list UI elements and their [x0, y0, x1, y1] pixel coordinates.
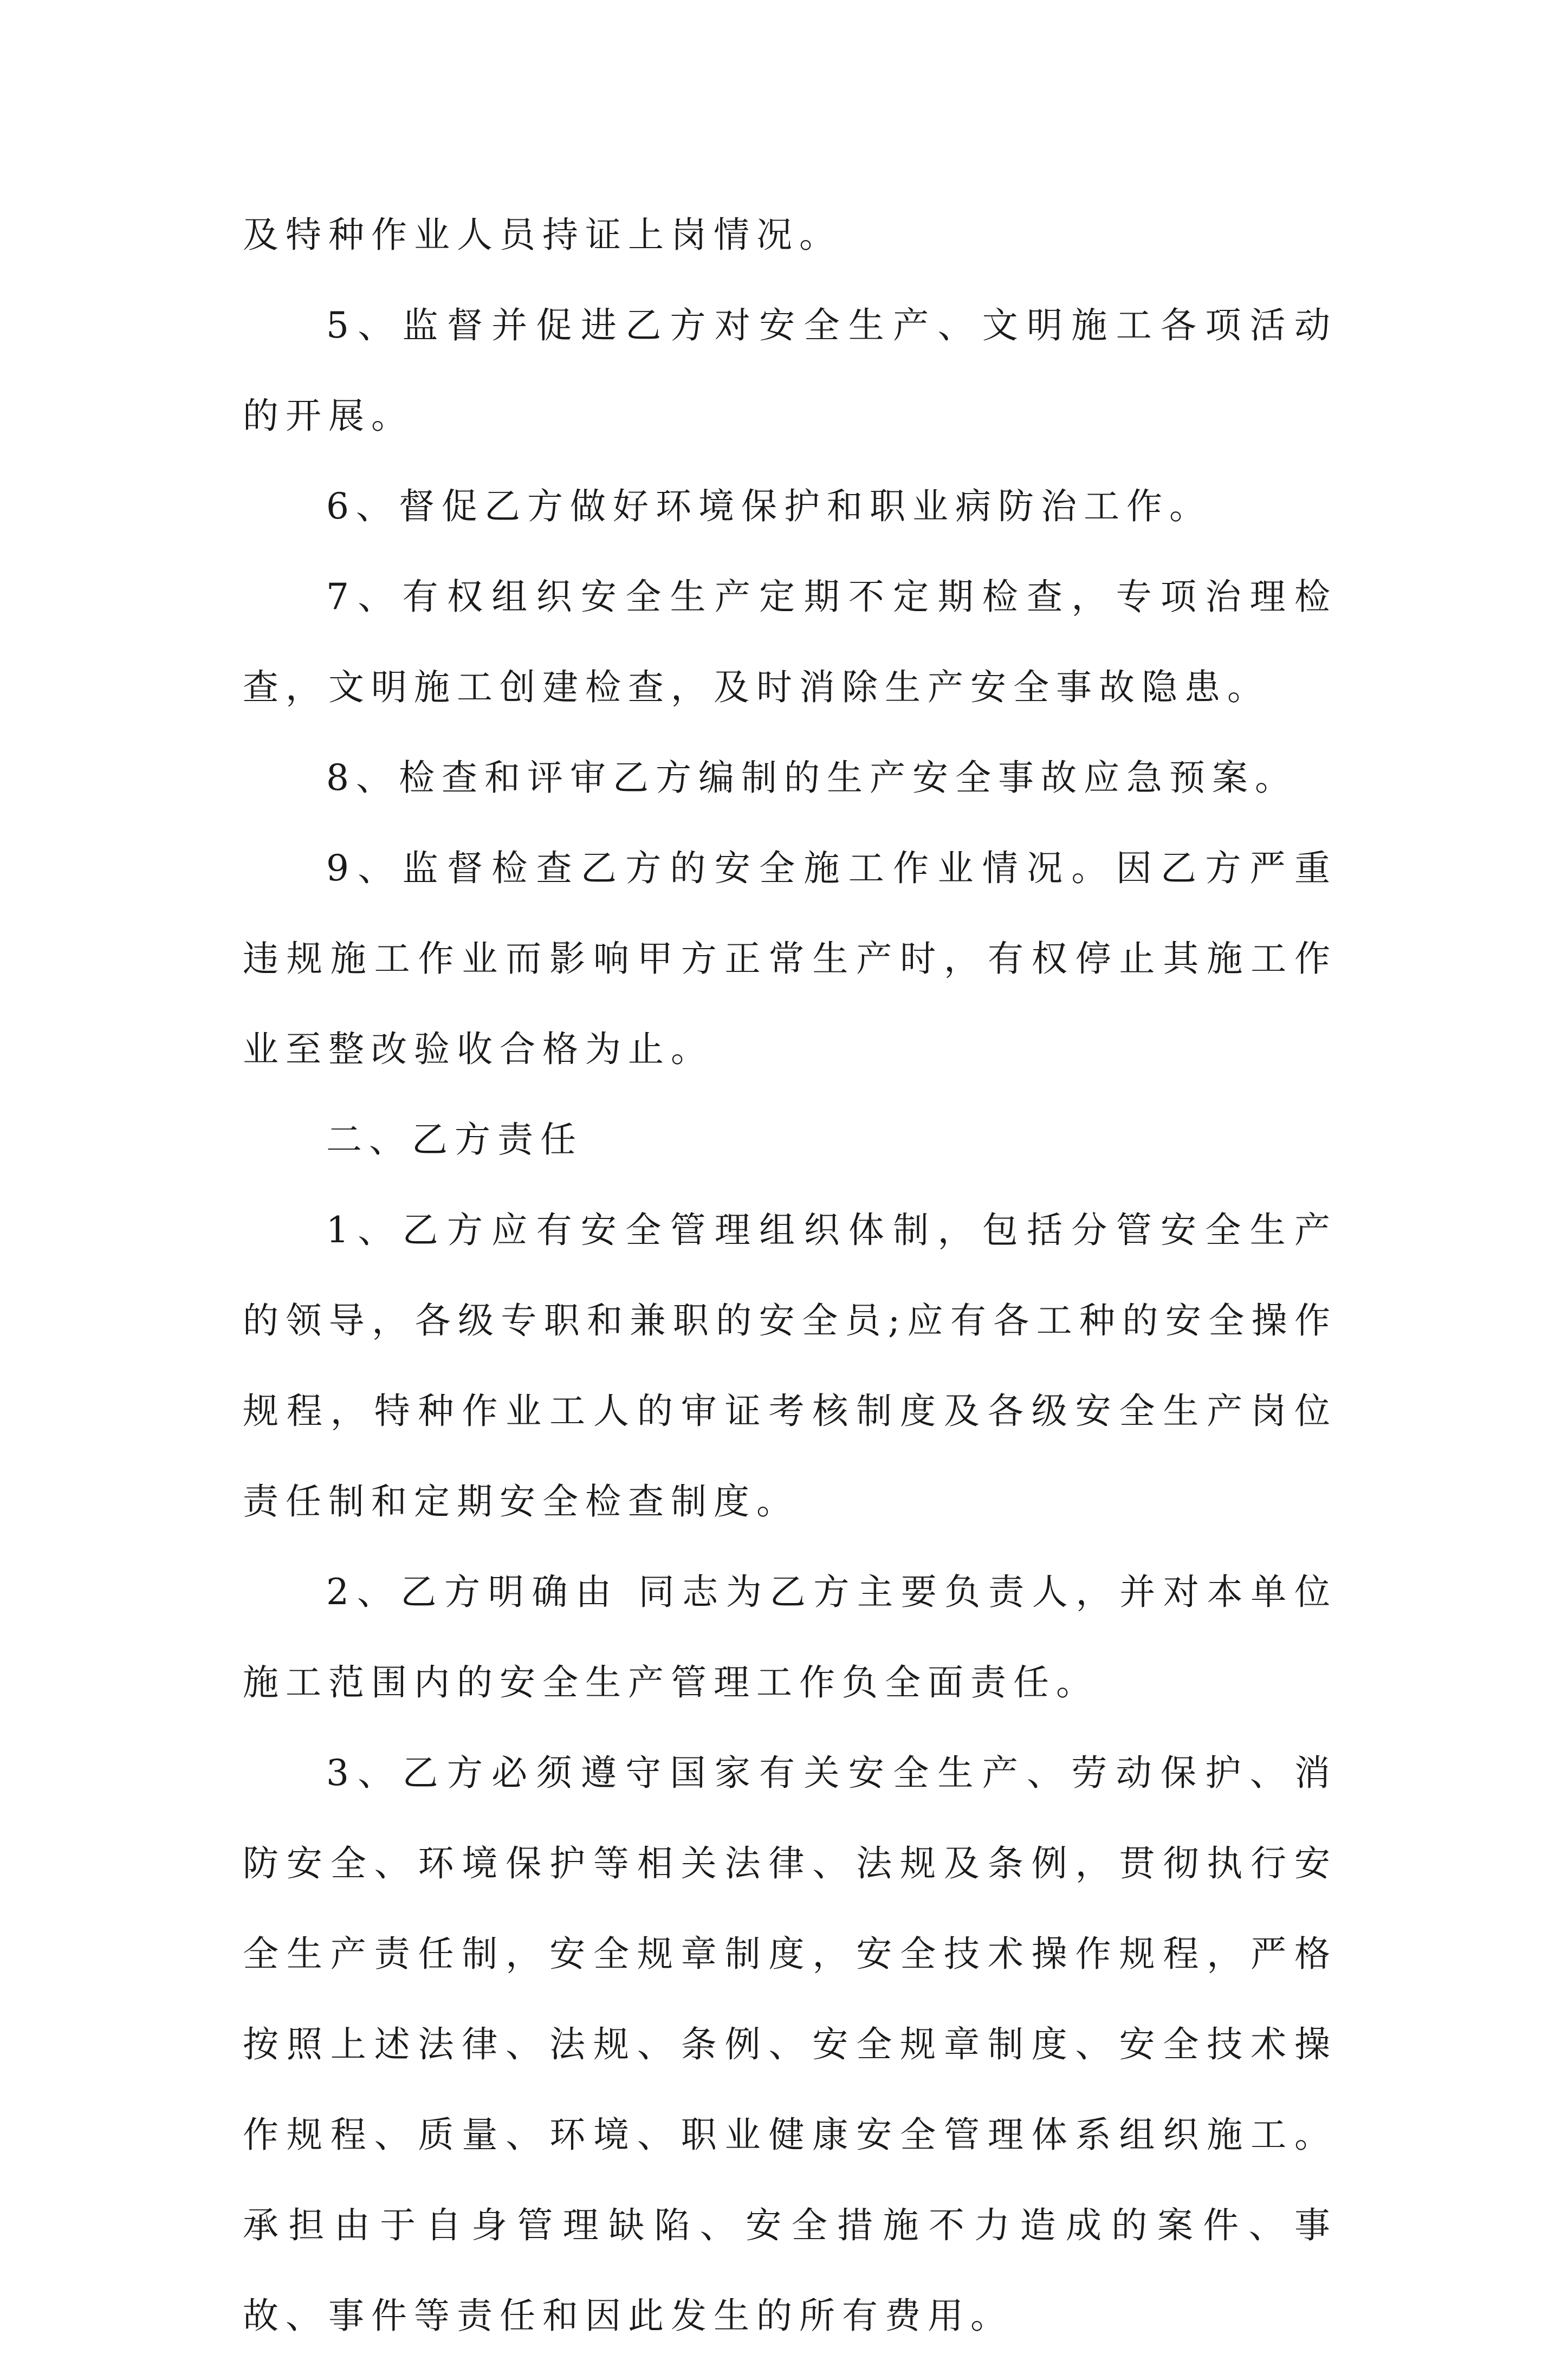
- paragraph-party-b-item-1: 1、乙方应有安全管理组织体制，包括分管安全生产的领导，各级专职和兼职的安全员;应有各工种的安全操作规程，特种作业工人的审证考核制度及各级安全生产岗位责任制和定期安全检查制度。: [243, 1209, 1337, 1522]
- paragraph-party-b-item-3: 3、乙方必须遵守国家有关安全生产、劳动保护、消防安全、环境保护等相关法律、法规及条例，贯彻执行安全生产责任制，安全规章制度，安全技术操作规程，严格按照上述法律、法规、条例、安全规章制度、安全技术操作规程、质量、环境、职业健康安全管理体系组织施工。承担由于自身管理缺陷、安全措施不力造成的案件、事故、事件等责任和因此发生的所有费用。: [243, 1752, 1337, 2337]
- paragraph-continuation: 及特种作业人员持证上岗情况。: [243, 214, 842, 256]
- section-heading: 二、乙方责任: [326, 1119, 583, 1160]
- paragraph-item-6: 6、督促乙方做好环境保护和职业病防治工作。: [326, 485, 1212, 527]
- paragraph-item-7: 7、有权组织安全生产定期不定期检查，专项治理检查，文明施工创建检查，及时消除生产安全事故隐患。: [243, 576, 1337, 708]
- paragraph-party-b-item-2: 2、乙方明确由 同志为乙方主要负责人，并对本单位施工范围内的安全生产管理工作负全面责任。: [243, 1571, 1337, 1703]
- paragraph-item-5: 5、监督并促进乙方对安全生产、文明施工各项活动的开展。: [243, 304, 1337, 437]
- paragraph-item-8: 8、检查和评审乙方编制的生产安全事故应急预案。: [326, 757, 1298, 799]
- document-body: [243, 190, 1337, 2361]
- paragraph-item-9: 9、监督检查乙方的安全施工作业情况。因乙方严重违规施工作业而影响甲方正常生产时，有权停止其施工作业至整改验收合格为止。: [243, 847, 1337, 1070]
